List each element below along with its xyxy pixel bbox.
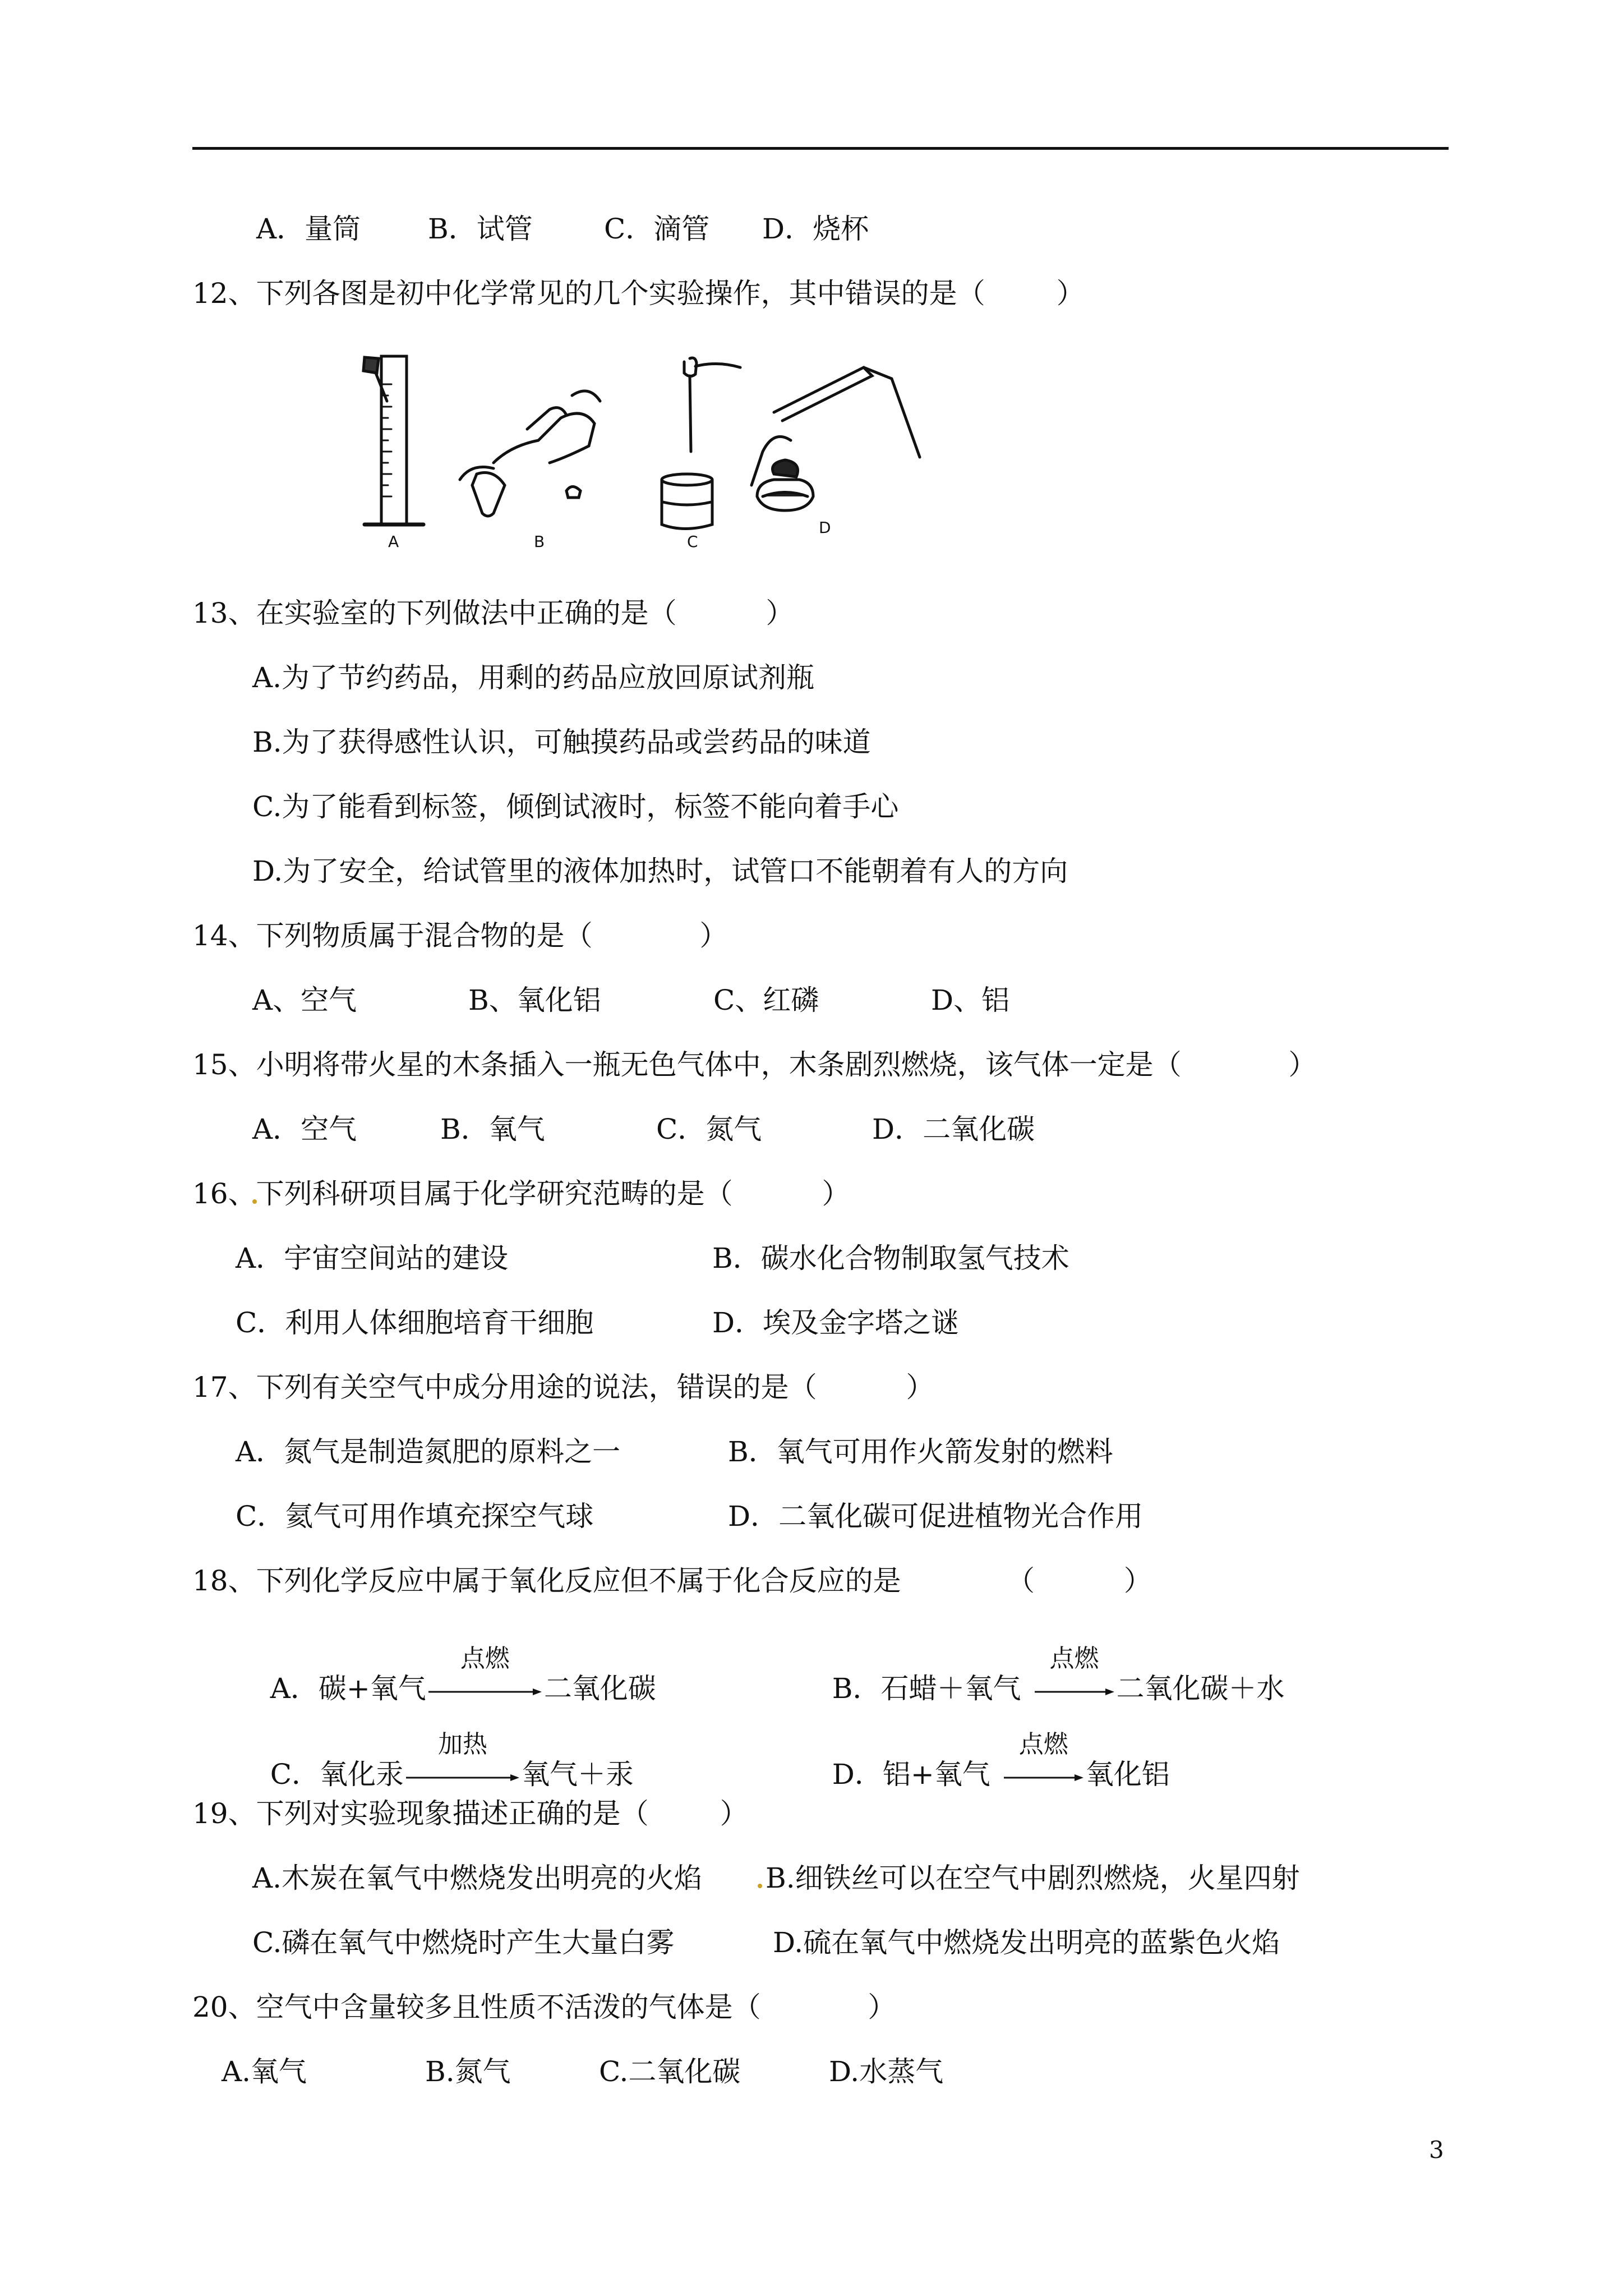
reaction-arrow-d xyxy=(1002,1730,1086,1791)
q14-stem: 14、下列物质属于混合物的是（ ） xyxy=(192,919,728,952)
q17-stem: 17、下列有关空气中成分用途的说法，错误的是（ ） xyxy=(192,1371,934,1404)
arrow-icon xyxy=(426,1672,544,1705)
q11-option-a: A．量筒 xyxy=(256,213,361,245)
q11-option-d: D．烧杯 xyxy=(762,213,869,245)
q15-option-a: A．空气 xyxy=(252,1113,357,1145)
q13-option-a: A.为了节约药品，用剩的药品应放回原试剂瓶 xyxy=(252,661,815,694)
q18-b-reactants: B．石蜡＋氧气 xyxy=(832,1672,1021,1705)
q14-option-b: B、氧化铝 xyxy=(468,984,601,1016)
page-number: 3 xyxy=(1429,2136,1444,2164)
q18-c-product: 氧气＋汞 xyxy=(522,1758,634,1791)
q16-option-d: D．埃及金字塔之谜 xyxy=(712,1306,960,1339)
q14-option-a: A、空气 xyxy=(252,984,357,1016)
q18-option-c xyxy=(252,1724,634,1791)
q18-option-d xyxy=(814,1724,1170,1791)
q19-option-b: B.细铁丝可以在空气中剧烈燃烧，火星四射 xyxy=(766,1862,1300,1894)
q18-d-product: 氧化铝 xyxy=(1085,1758,1170,1791)
header-rule xyxy=(192,147,1449,150)
q18-d-reactants: D．铝+氧气 xyxy=(832,1758,990,1791)
q11-option-b: B．试管 xyxy=(428,213,533,245)
figure-label-b: B xyxy=(534,532,545,551)
figure-d-alcohol-lamp-icon xyxy=(751,367,920,510)
q17-option-c: C．氦气可用作填充探空气球 xyxy=(236,1500,594,1533)
reaction-arrow-a xyxy=(426,1644,544,1705)
q18-a-product: 二氧化碳 xyxy=(543,1672,656,1705)
q18-option-a xyxy=(252,1638,656,1705)
reaction-arrow-c xyxy=(404,1730,522,1791)
q18-option-b xyxy=(814,1638,1285,1705)
arrow-icon xyxy=(1002,1757,1086,1791)
q12-figure xyxy=(325,351,953,553)
figure-label-d: D xyxy=(819,518,831,537)
q13-option-d: D.为了安全，给试管里的液体加热时，试管口不能朝着有人的方向 xyxy=(252,855,1068,887)
q14-option-c: C、红磷 xyxy=(713,984,819,1016)
q15-option-d: D．二氧化碳 xyxy=(872,1113,1035,1145)
q20-option-a: A.氧气 xyxy=(222,2055,307,2088)
q17-option-a: A．氮气是制造氮肥的原料之一 xyxy=(236,1435,621,1468)
figure-c-dropper-icon xyxy=(662,358,740,529)
q15-option-c: C．氮气 xyxy=(656,1113,762,1145)
q20-option-d: D.水蒸气 xyxy=(829,2055,944,2088)
q16-option-c: C．利用人体细胞培育干细胞 xyxy=(236,1306,594,1339)
q18-c-condition: 加热 xyxy=(438,1730,488,1759)
q16-option-a: A．宇宙空间站的建设 xyxy=(236,1242,509,1274)
q15-stem: 15、小明将带火星的木条插入一瓶无色气体中，木条剧烈燃烧，该气体一定是（ ） xyxy=(192,1048,1317,1081)
q16-stem: 16、下列科研项目属于化学研究范畴的是（ ） xyxy=(192,1177,850,1210)
arrow-icon xyxy=(404,1757,522,1791)
q18-c-reactants: C．氧化汞 xyxy=(270,1758,404,1791)
figure-b-pouring-icon xyxy=(460,391,600,516)
q17-option-d: D．二氧化碳可促进植物光合作用 xyxy=(728,1500,1144,1533)
q12-stem: 12、下列各图是初中化学常见的几个实验操作，其中错误的是（ ） xyxy=(192,277,1085,310)
arrow-icon xyxy=(1032,1672,1117,1705)
q11-option-c: C．滴管 xyxy=(604,213,710,245)
q20-option-c: C.二氧化碳 xyxy=(599,2055,741,2088)
q18-b-product: 二氧化碳＋水 xyxy=(1116,1672,1285,1705)
figure-label-c: C xyxy=(687,532,698,551)
q17-option-b: B．氧气可用作火箭发射的燃料 xyxy=(728,1435,1113,1468)
q19-option-c: C.磷在氧气中燃烧时产生大量白雾 xyxy=(252,1926,675,1959)
q18-a-condition: 点燃 xyxy=(460,1644,510,1673)
reaction-arrow-b xyxy=(1032,1644,1117,1705)
q18-a-reactants: A．碳+氧气 xyxy=(270,1672,426,1705)
q15-option-b: B．氧气 xyxy=(440,1113,545,1145)
q13-option-c: C.为了能看到标签，倾倒试液时，标签不能向着手心 xyxy=(252,790,899,823)
q13-stem: 13、在实验室的下列做法中正确的是（ ） xyxy=(192,597,794,629)
q18-stem: 18、下列化学反应中属于氧化反应但不属于化合反应的是 xyxy=(192,1565,901,1597)
q16-option-b: B．碳水化合物制取氢气技术 xyxy=(712,1242,1069,1274)
q20-stem: 20、空气中含量较多且性质不活泼的气体是（ ） xyxy=(192,1991,896,2023)
q18-d-condition: 点燃 xyxy=(1018,1730,1068,1759)
q18-b-condition: 点燃 xyxy=(1049,1644,1099,1673)
q19-stem: 19、下列对实验现象描述正确的是（ ） xyxy=(192,1797,748,1830)
q19-option-a: A.木炭在氧气中燃烧发出明亮的火焰 xyxy=(252,1862,703,1894)
figure-a-graduated-cylinder-icon xyxy=(363,356,423,524)
speck-mark xyxy=(758,1884,762,1888)
figure-label-a: A xyxy=(388,532,399,551)
q19-option-d: D.硫在氧气中燃烧发出明亮的蓝紫色火焰 xyxy=(773,1926,1280,1959)
q14-option-d: D、铝 xyxy=(931,984,1010,1016)
q20-option-b: B.氮气 xyxy=(425,2055,511,2088)
q18-blank: （ ） xyxy=(1007,1565,1152,1597)
q13-option-b: B.为了获得感性认识，可触摸药品或尝药品的味道 xyxy=(252,726,871,758)
